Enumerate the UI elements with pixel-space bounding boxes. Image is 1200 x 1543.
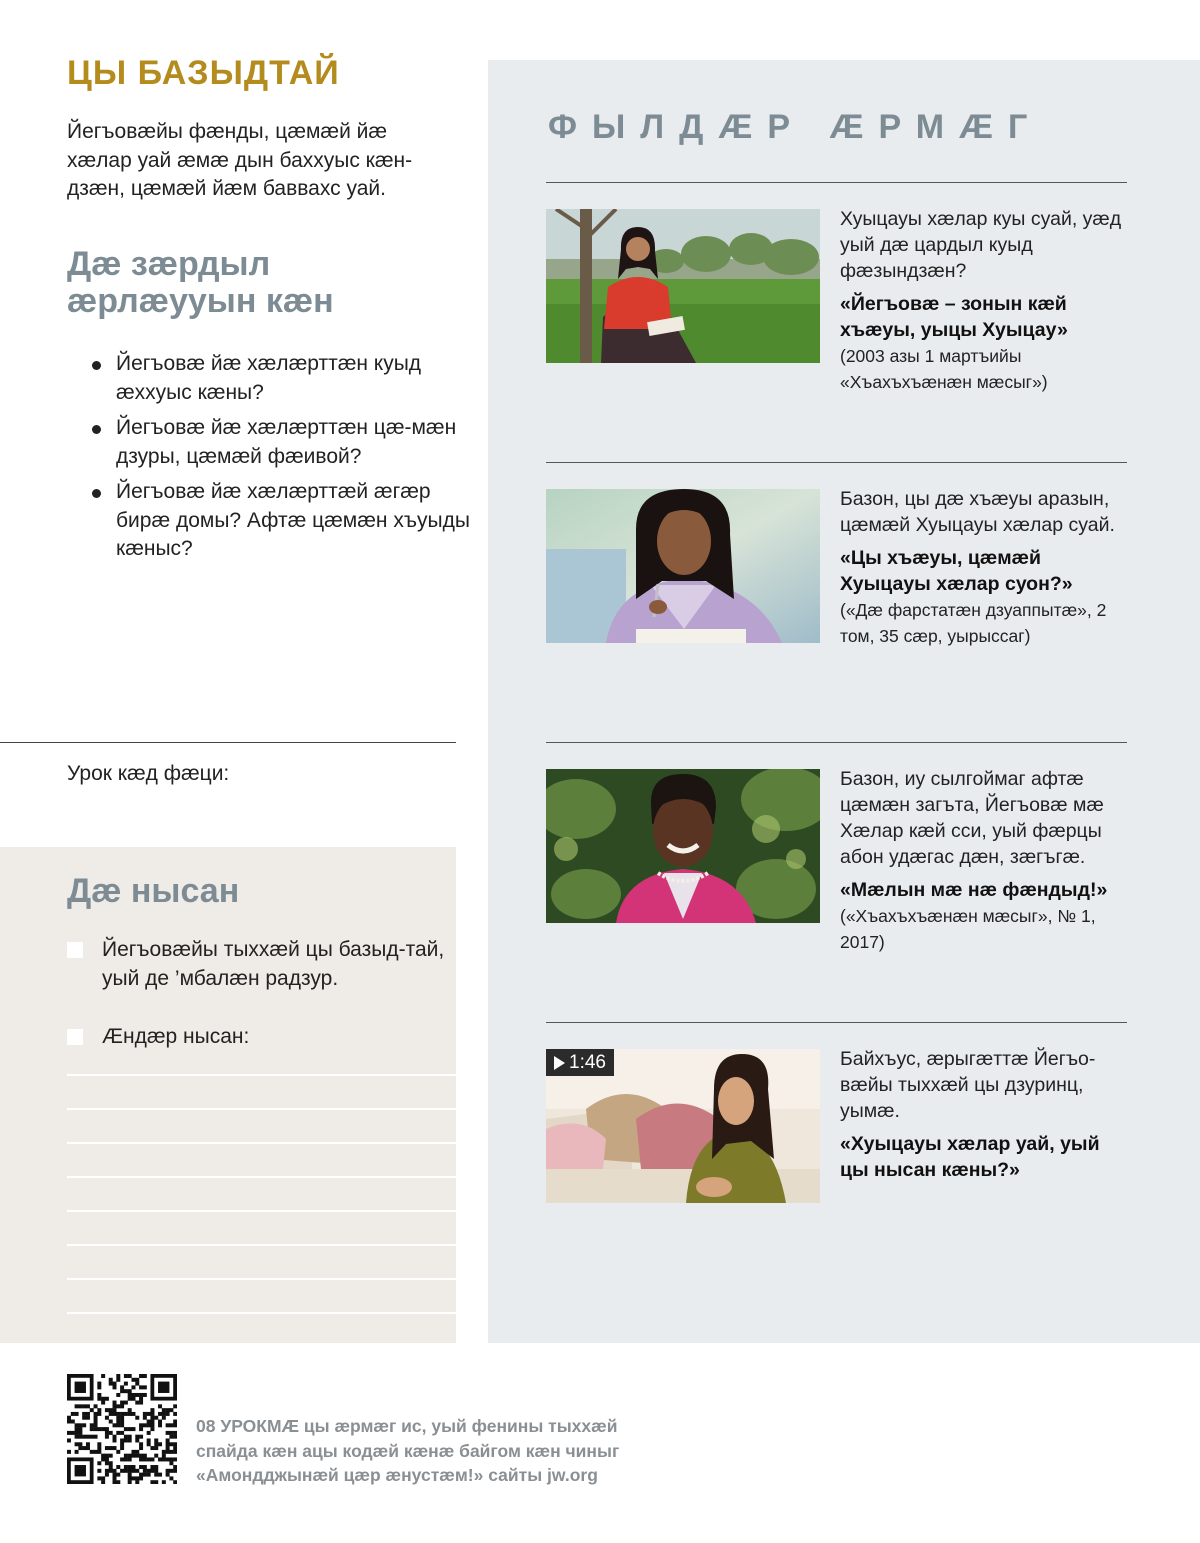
review-question: Йегъовæ йæ хæлæрттæн куыд æххуыс кæны?	[92, 350, 472, 407]
more-material-entry	[840, 766, 1125, 955]
write-line[interactable]	[67, 1074, 456, 1076]
bullet-dot-icon	[92, 425, 101, 434]
more-material-title: ФЫЛДÆР ÆРМÆГ	[548, 108, 1043, 146]
write-line[interactable]	[67, 1176, 456, 1178]
divider	[546, 462, 1127, 463]
photo-woman-reading[interactable]	[546, 489, 820, 643]
review-questions	[92, 350, 472, 571]
qr-code-icon[interactable]	[67, 1374, 177, 1484]
review-question: Йегъовæ йæ хæлæрттæн цæ-мæн дзуры, цæмæй фæивой?	[92, 414, 472, 471]
divider	[546, 182, 1127, 183]
summary-title: ЦЫ БАЗЫДТАЙ	[67, 54, 340, 92]
goal-item-other: Æндæр нысан:	[67, 1023, 447, 1052]
entry-description: Базон, цы дæ хъæуы аразын, цæмæй Хуыцауы хæлар суай.	[840, 488, 1115, 536]
bullet-dot-icon	[92, 489, 101, 498]
checkbox-icon[interactable]	[67, 942, 83, 958]
entry-description: Хуыцауы хæлар куы суай, уæд уый дæ цардыл куыд фæзындзæн?	[840, 208, 1122, 282]
video-thumbnail-praying-girl[interactable]	[546, 1049, 820, 1203]
more-material-entry	[840, 1046, 1125, 1183]
photo-smiling-woman[interactable]	[546, 769, 820, 923]
play-icon	[554, 1056, 565, 1070]
entry-source: (2003 азы 1 мартъийы «Хъахъхъæнæн мæсыг»)	[840, 346, 1048, 392]
entry-reference-link[interactable]: «Йегъовæ – зонын кæй хъæуы, уыцы Хуыцау»	[840, 293, 1068, 341]
goal-title: Дæ нысан	[67, 872, 240, 910]
lesson-date-label: Урок кæд фæци:	[67, 762, 230, 785]
write-line[interactable]	[67, 1142, 456, 1144]
entry-source: («Хъахъхъæнæн мæсыг», № 1, 2017)	[840, 906, 1096, 952]
entry-reference-link[interactable]: «Цы хъæуы, цæмæй Хуыцауы хæлар суон?»	[840, 547, 1073, 595]
write-line[interactable]	[67, 1278, 456, 1280]
write-line[interactable]	[67, 1244, 456, 1246]
goal-item: Йегъовæйы тыххæй цы базыд-тай, уый де ’мбалæн радзур.	[67, 936, 447, 993]
more-material-entry	[840, 486, 1125, 649]
photo-woman-in-orchard[interactable]	[546, 209, 820, 363]
checkbox-icon[interactable]	[67, 1029, 83, 1045]
write-line[interactable]	[67, 1210, 456, 1212]
footer-text: 08 УРОКМÆ цы æрмæг ис, уый фенины тыххæй спайда кæн ацы кодæй кæнæ байгом кæн чиныг «Амондджынæй цæр æнустæм!» сайты jw.org	[196, 1416, 620, 1485]
write-line[interactable]	[67, 1108, 456, 1110]
divider	[546, 1022, 1127, 1023]
review-question: Йегъовæ йæ хæлæрттæй æгæр бирæ домы? Афтæ цæмæн хъуыды кæныс?	[92, 478, 472, 564]
bullet-dot-icon	[92, 361, 101, 370]
entry-reference-link[interactable]: «Мæлын мæ нæ фæндыд!»	[840, 879, 1108, 901]
write-line[interactable]	[67, 1312, 456, 1314]
entry-description: Базон, иу сылгоймаг афтæ цæмæн загъта, Йегъовæ мæ Хæлар кæй сси, уый фæрцы абон удæгас дæн, зæгъгæ.	[840, 768, 1104, 868]
entry-source: («Дæ фарстатæн дзуаппытæ», 2 том, 35 сæр, уырыссаг)	[840, 600, 1107, 646]
summary-intro: Йегъовæйы фæнды, цæмæй йæ хæлар уай æмæ дын баххуыс кæн-дзæн, цæмæй йæм баввахс уай.	[67, 120, 413, 200]
entry-description: Байхъус, æрыгæттæ Йегъо-вæйы тыххæй цы дзуринц, уымæ.	[840, 1048, 1096, 1122]
more-material-entry	[840, 206, 1125, 395]
video-duration: 1:46	[569, 1052, 606, 1073]
goal-box	[0, 847, 456, 1343]
divider	[0, 742, 456, 743]
video-duration-badge[interactable]	[546, 1049, 614, 1076]
review-title: Дæ зæрдыл æрлæууын кæн	[67, 245, 334, 320]
entry-reference-link[interactable]: «Хуыцауы хæлар уай, уый цы нысан кæны?»	[840, 1133, 1100, 1181]
divider	[546, 742, 1127, 743]
